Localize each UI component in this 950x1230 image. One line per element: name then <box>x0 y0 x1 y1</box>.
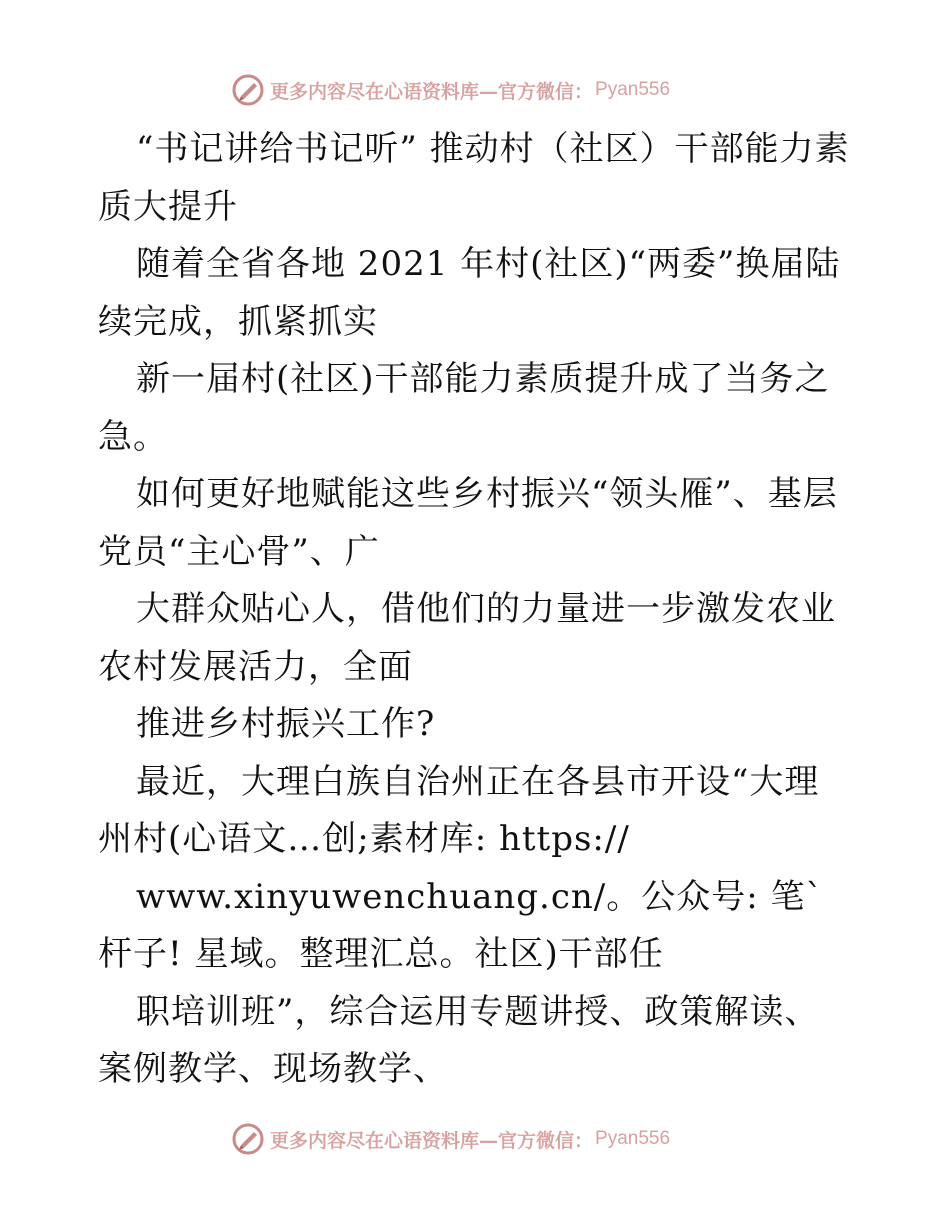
paragraph: 如何更好地赋能这些乡村振兴“领头雁”、基层党员“主心骨”、广 <box>98 474 838 572</box>
document-body <box>98 121 853 1099</box>
paragraph: 最近，大理白族自治州正在各县市开设“大理州村(心语文…创;素材库: https:// <box>98 761 820 859</box>
paragraph: 推进乡村振兴工作? <box>136 704 436 744</box>
watermark-wechat-id: Pyan556 <box>595 1128 671 1149</box>
footer-watermark <box>232 1122 712 1156</box>
paragraph: www.xinyuwenchuang.cn/。公众号: 笔`杆子! 星域。整理汇总。社区)干部任 <box>98 876 824 974</box>
paragraph: “书记讲给书记听” 推动村（社区）干部能力素质大提升 <box>98 129 850 227</box>
watermark-text: 更多内容尽在心语资料库—官方微信： <box>270 80 594 103</box>
logo-icon <box>232 1123 264 1155</box>
paragraph: 随着全省各地 2021 年村(社区)“两委”换届陆续完成，抓紧抓实 <box>98 244 841 342</box>
logo-icon <box>232 74 264 106</box>
paragraph: 大群众贴心人，借他们的力量进一步激发农业农村发展活力，全面 <box>98 589 836 687</box>
header-watermark <box>232 73 712 107</box>
paragraph: 新一届村(社区)干部能力素质提升成了当务之急。 <box>98 359 830 457</box>
paragraph: 职培训班”，综合运用专题讲授、政策解读、案例教学、现场教学、 <box>98 991 820 1089</box>
watermark-text: 更多内容尽在心语资料库—官方微信： <box>270 1129 594 1152</box>
watermark-wechat-id: Pyan556 <box>595 79 671 100</box>
